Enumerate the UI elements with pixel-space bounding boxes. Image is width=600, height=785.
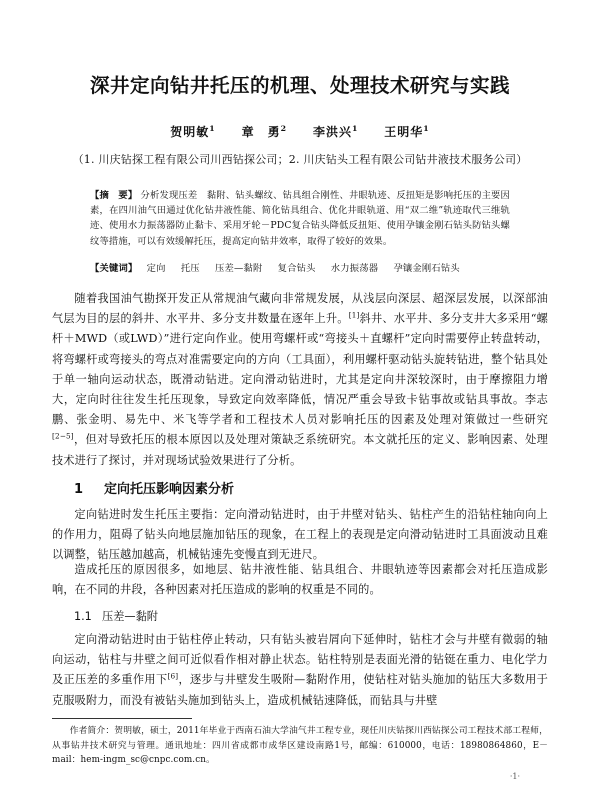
paper-title: 深井定向钻井托压的机理、处理技术研究与实践 (89, 74, 510, 97)
section-heading (52, 478, 548, 497)
author-name: 贺明敏 (170, 125, 210, 139)
keyword: 复合钻头 (277, 263, 316, 274)
differential-text-1: 定向滑动钻进时由于钻柱停止转动，只有钻头被岩屑向下延伸时，钻柱才会与井壁有微弱的轴向运动，钻柱与井壁之间可近似看作相对静止状态。钻柱特别是表面光滑的钻铤在重力、电化学力及正压差的多重作用下 (52, 633, 548, 687)
author-list (100, 123, 500, 140)
abstract-label: 【摘 要】 (90, 190, 138, 201)
abstract-block (90, 188, 510, 249)
subsection-heading (52, 608, 548, 624)
intro-text-3: ，但对导致托压的根本原因以及处理对策缺乏系统研究。本文就托压的定义、影响因素、处理技术进行了探讨，并对现场试验效果进行了分析。 (52, 433, 548, 467)
citation: [2−5] (52, 431, 74, 441)
keyword: 孕镶金刚石钻头 (393, 263, 460, 274)
author-name: 李洪兴 (312, 125, 352, 139)
keywords-label: 【关键词】 (90, 263, 138, 274)
keyword: 定向 (146, 263, 166, 274)
intro-text-1: 随着我国油气勘探开发正从常规油气藏向非常规发展，从浅层向深层、超深层发展，以深部油气层为目的层的斜井、水平井、多分支井数量在逐年上升。 (52, 292, 548, 326)
section-title: 定向托压影响因素分析 (104, 482, 235, 497)
keywords-block (90, 261, 510, 276)
causes-text: 造成托压的原因很多，如地层、钻井液性能、钻具组合、井眼轨迹等因素都会对托压造成影响，在不同的井段，各种因素对托压造成的影响的权重是不同的。 (52, 563, 548, 597)
intro-text-2: 斜井、水平井、多分支井大多采用“螺杆＋MWD（或LWD）”进行定向作业。使用弯螺杆或“弯接头＋直螺杆”定向时需要停止转盘转动，将弯螺杆或弯接头的弯点对准需要定向的方向（工具面），利用螺杆驱动钻头旋转钻进，整个钻具处于单一轴向运动状态，既滑动钻进。定向滑动钻进时，尤其是定向井深较深时，由于摩擦阻力增大，定向时往往发生托压现象，导致定向效率降低，情况严重会导致卡钻事故或钻具事故。李志鹏、张金明、易先中、米飞等学者和工程技术人员对影响托压的因素及处理对策做过一些研究 (52, 312, 548, 427)
author-name: 章 勇 (241, 125, 281, 139)
intro-paragraph (52, 289, 548, 471)
citation: [6] (167, 671, 179, 681)
author-affil-mark: 1 (209, 124, 216, 133)
page-number: ·1· (509, 772, 520, 781)
author-affil-mark: 1 (351, 124, 359, 133)
differential-text-2: ，逐步与井壁发生吸附—黏附作用，使钻柱对钻头施加的钻压大多数用于克服吸附力，而没有被钻头施加到钻头上，造成机械钻速降低，而钻具与井壁 (52, 673, 548, 707)
subsection-number: 1.1 (74, 610, 92, 623)
abstract-text: 分析发现压差 黏附、钻头螺纹、钻具组合刚性、井眼轨迹、反扭矩是影响托压的主要因素，在四川油气田通过优化钻井液性能、简化钻具组合、优化井眼轨道、用“双二维”轨迹取代三维轨迹、使用水力振荡器防止黏卡、采用牙轮－PDC复合钻头降低反扭矩、使用孕镶金刚石钻头防钻头螺纹等措施，可以有效缓解托压，提高定向钻井效率，取得了较好的效果。 (90, 190, 510, 247)
footnote-rule (52, 718, 192, 719)
keyword: 托压 (180, 263, 200, 274)
footnote-text: 作者简介：贺明敏，硕士，2011年毕业于西南石油大学油气井工程专业，现任川庆钻探川西钻探公司工程技术部工程师，从事钻井技术研究与管理。通讯地址：四川省成都市成华区建设南路1号，邮编：610000，电话：18980864860，E－mail：hem-ingm_sc@cnpc.com.cn。 (52, 726, 548, 765)
definition-text: 定向钻进时发生托压主要指：定向滑动钻进时，由于井壁对钻头、钻柱产生的沿钻柱轴向向上的作用力，阻碍了钻头向地层施加钻压的现象，在工程上的表现是定向滑动钻进时工具面波动且难以调整，钻压越加越高，机械钻速先变慢直到无进尺。 (52, 508, 548, 562)
author-affil-mark: 2 (280, 124, 288, 133)
citation: [1] (348, 310, 360, 320)
keyword: 水力振荡器 (330, 263, 379, 274)
subsection-title: 压差—黏附 (102, 610, 158, 623)
causes-paragraph (52, 560, 548, 600)
footnote (52, 724, 548, 768)
keyword: 压差—黏附 (214, 263, 263, 274)
differential-paragraph (52, 630, 548, 711)
definition-paragraph (52, 505, 548, 566)
section-number: 1 (74, 482, 84, 497)
author-affil-mark: 1 (423, 124, 430, 133)
author-name: 王明华 (384, 125, 424, 139)
affiliation: （1. 川庆钻探工程有限公司川西钻探公司；2. 川庆钻头工程有限公司钻井液技术服务公司） (72, 153, 528, 166)
